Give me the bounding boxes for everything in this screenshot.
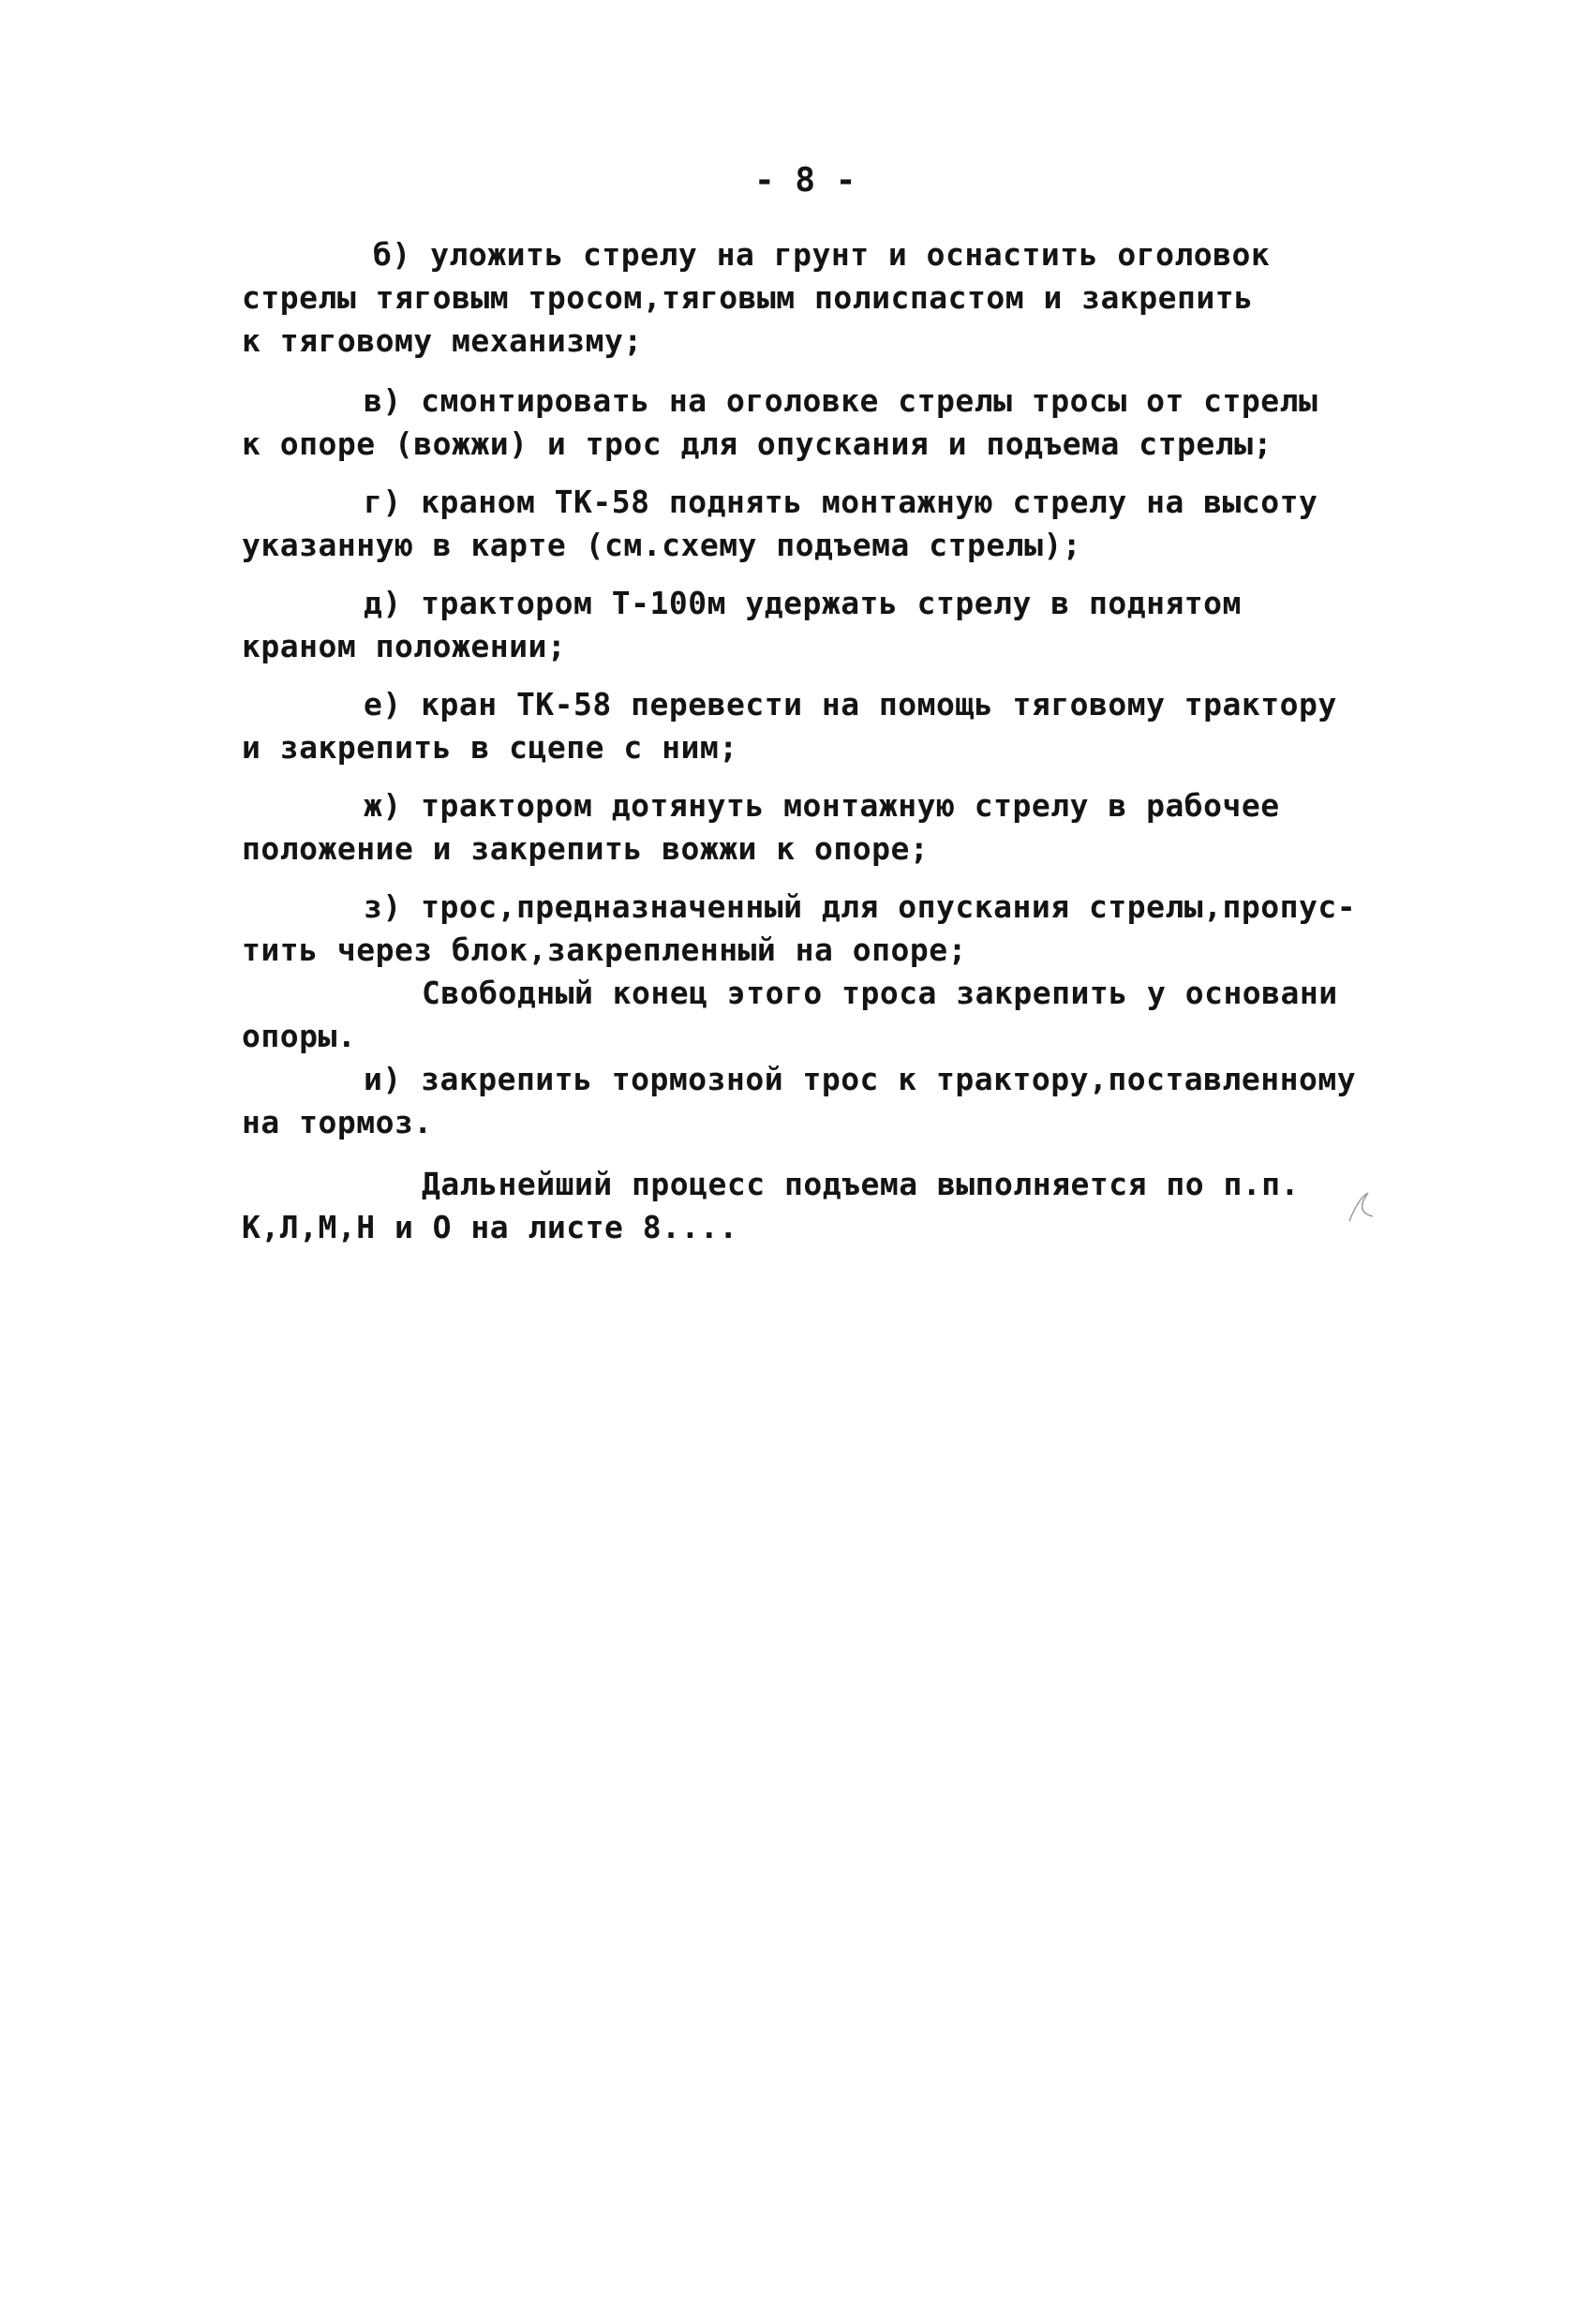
text-line: указанную в карте (см.схему подъема стрелы); [242, 527, 1082, 563]
text-line: з) трос,предназначенный для опускания стрелы,пропус- [364, 888, 1357, 925]
text-line: положение и закрепить вожжи к опоре; [242, 830, 930, 867]
text-line: краном положении; [242, 628, 567, 664]
text-line: д) трактором Т-100м удержать стрелу в поднятом [364, 585, 1242, 621]
text-line: и) закрепить тормозной трос к трактору,поставленному [364, 1061, 1357, 1097]
text-line: в) смонтировать на оголовке стрелы тросы от стрелы [364, 382, 1318, 419]
text-line: б) уложить стрелу на грунт и оснастить оголовок [373, 236, 1271, 273]
text-line: Дальнейший процесс подъема выполняется по п.п. [422, 1166, 1300, 1202]
handwritten-mark-icon [1345, 1188, 1382, 1226]
text-line: Свободный конец этого троса закрепить у основани [422, 975, 1338, 1011]
text-line: г) краном ТК-58 поднять монтажную стрелу на высоту [364, 484, 1318, 520]
text-line: опоры. [242, 1018, 357, 1054]
text-line: и закрепить в сцепе с ним; [242, 729, 738, 766]
text-line: е) кран ТК-58 перевести на помощь тяговому трактору [364, 686, 1337, 723]
text-line: К,Л,М,Н и О на листе 8.... [242, 1209, 738, 1245]
text-line: к опоре (вожжи) и трос для опускания и подъема стрелы; [242, 425, 1273, 462]
text-line: тить через блок,закрепленный на опоре; [242, 931, 967, 968]
text-line: к тяговому механизму; [242, 322, 643, 359]
text-line: ж) трактором дотянуть монтажную стрелу в рабочее [364, 787, 1280, 824]
text-line: на тормоз. [242, 1104, 433, 1140]
text-line: стрелы тяговым тросом,тяговым полиспастом и закрепить [242, 279, 1254, 316]
page-number: - 8 - [754, 161, 856, 200]
